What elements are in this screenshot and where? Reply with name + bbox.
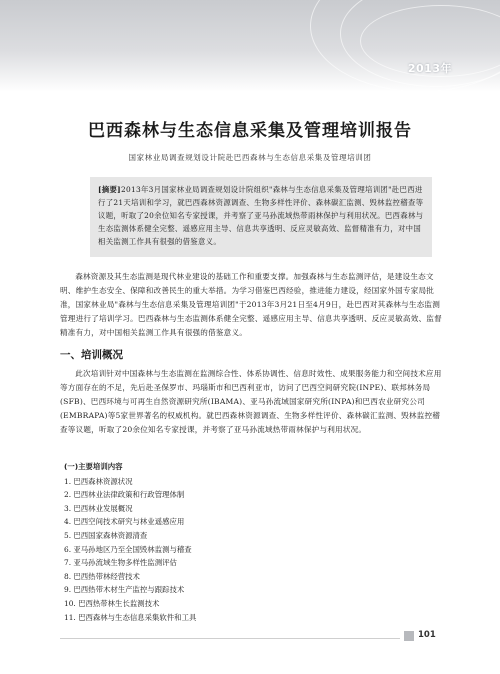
- list-item: 8. 巴西热带林经营技术: [64, 571, 140, 581]
- header-band: [0, 0, 500, 92]
- abstract-box: [90, 177, 432, 257]
- list-item: 10. 巴西热带林生长监测技术: [64, 598, 160, 608]
- page-marker: [404, 631, 414, 641]
- article-author: 国家林业局调查规划设计院赴巴西森林与生态信息采集及管理培训团: [128, 153, 372, 162]
- list-heading: (一)主要培训内容: [64, 462, 123, 471]
- year-badge: 2013年: [407, 62, 452, 75]
- page-number: 101: [418, 630, 436, 640]
- abstract-text: 2013年3月国家林业局调查规划设计院组织"森林与生态信息采集及管理培训团"赴巴西进行了21天培训和学习，就巴西森林资源调查、生物多样性评价、森林碳汇监测、毁林监控稽查等议题，听取了20余位知名专家授课，并考察了亚马孙流域热带雨林保护与利用状况。巴西森林与生态监测体系健全完整、遥感应用主导、信息共享透明、反应灵敏高效、监督精准有力，对中国相关监测工作具有很强的借鉴意义。: [98, 185, 424, 246]
- list-item: 6. 亚马孙地区乃至全国毁林监测与稽查: [64, 544, 192, 554]
- list-item: 4. 巴西空间技术研究与林业遥感应用: [64, 517, 185, 527]
- list-item: 7. 亚马孙流域生物多样性监测评估: [64, 558, 177, 568]
- training-content-list: [64, 460, 364, 624]
- list-item: 11. 巴西森林与生态信息采集软件和工具: [64, 612, 197, 622]
- list-item: 2. 巴西林业法律政策和行政管理体制: [64, 490, 185, 500]
- abstract-label: [摘要]: [98, 185, 121, 194]
- list-item: 9. 巴西热带木材生产监控与跟踪技术: [64, 585, 185, 595]
- body-paragraph-1: 森林资源及其生态监测是现代林业建设的基础工作和重要支撑。加强森林与生态监测评估，是建设生态文明、维护生态安全、保障和改善民生的重大举措。为学习借鉴巴西经验，推进能力建设，经国家外国专家局批准，国家林业局"森林与生态信息采集及管理培训团"于2013年3月21日至4月9日，赴巴西对其森林与生态监测管理进行了培训学习。巴西森林与生态监测体系健全完整、遥感应用主导、信息共享透明、反应灵敏高效、监督精准有力，对中国相关监测工作具有很强的借鉴意义。: [60, 272, 442, 337]
- article-title: 巴西森林与生态信息采集及管理培训报告: [88, 121, 412, 141]
- list-item: 1. 巴西森林资源状况: [64, 476, 133, 486]
- list-item: 5. 巴西国家森林资源清查: [64, 530, 148, 540]
- body-paragraph-2: 此次培训针对中国森林与生态监测在监测综合性、体系协调性、信息时效性、成果服务能力和空间技术应用等方面存在的不足，先后赴圣保罗市、玛瑙斯市和巴西利亚市，访问了巴西空间研究院(INPE)、联邦林务局(SFB)、巴西环境与可再生自然资源研究所(IBAMA)、亚马孙流域国家研究所(INPA)和巴西农业研究公司(EMBRAPA)等5家世界著名的权威机构。就巴西森林资源调查、生物多样性评价、森林碳汇监测、毁林监控稽查等议题，听取了20余位知名专家授课，并考察了亚马孙流域热带雨林保护与利用状况。: [60, 369, 442, 434]
- section-heading: 一、培训概况: [60, 349, 123, 361]
- footer-rule: [60, 638, 400, 639]
- list-item: 3. 巴西林业发展概况: [64, 503, 133, 513]
